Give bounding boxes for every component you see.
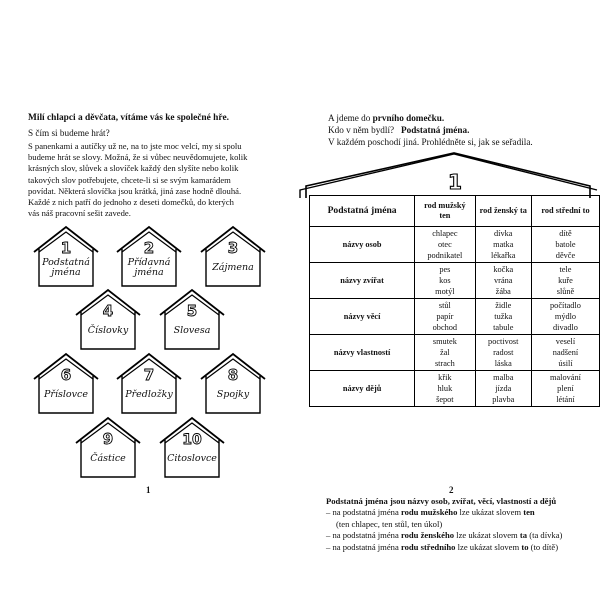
paragraph-line: povídat. Některá slovíčka jsou krátká, jiná zase hodně dlouhá.: [28, 185, 242, 196]
noun-word: jízda: [495, 384, 512, 393]
noun-word: tabule: [493, 323, 514, 332]
noun-word: matka: [493, 240, 514, 249]
house-number: 7: [143, 366, 155, 384]
noun-word: otec: [437, 240, 452, 249]
summary-text: lze ukázat slovem: [454, 530, 520, 541]
table-cell-n: [531, 227, 599, 263]
row-category: názvy věcí: [310, 299, 415, 335]
table-cell-f: [475, 299, 531, 335]
table-cell-f: [475, 335, 531, 371]
summary-bold: to: [521, 541, 529, 552]
paragraph-line: krásných slov, slůvek a slovíček každý den slyšíte nebo kolik: [28, 163, 239, 174]
noun-word: plení: [557, 384, 574, 393]
summary-text: (to dítě): [528, 541, 559, 552]
line2-bold: Podstatná jména.: [400, 125, 470, 135]
noun-word: chlapec: [432, 229, 458, 238]
noun-word: dítě: [559, 229, 572, 238]
house-label: Citoslovce: [167, 453, 217, 464]
summary-line: [326, 507, 586, 518]
summary-text: – na podstatná jména: [326, 541, 401, 552]
paragraph-line: S panenkami a autíčky už ne, na to jste moc velcí, my si spolu: [28, 141, 242, 151]
table-row: [310, 227, 600, 263]
table-row: [310, 371, 600, 407]
table-header-masc: rod mužský ten: [415, 196, 475, 227]
summary-line: [326, 530, 586, 541]
noun-word: malba: [493, 373, 514, 382]
house-number: 9: [102, 430, 114, 448]
house-number: 3: [227, 239, 239, 257]
table-header-fem: rod ženský ta: [475, 196, 531, 227]
noun-word: podnikatel: [427, 251, 463, 260]
row-category: názvy vlastností: [310, 335, 415, 371]
table-body: [310, 227, 600, 407]
noun-word: hluk: [437, 384, 453, 393]
noun-word: strach: [434, 359, 455, 368]
house-label: Přídavná jména: [127, 257, 171, 278]
summary-bold: ten: [523, 507, 535, 518]
house-label: Částice: [90, 453, 126, 464]
noun-word: šepot: [436, 395, 454, 404]
noun-word: kuře: [558, 276, 573, 285]
house-number: 6: [60, 366, 72, 384]
row-category: názvy dějů: [310, 371, 415, 407]
noun-word: slůně: [556, 287, 575, 296]
noun-word: kočka: [493, 265, 514, 274]
table-cell-n: [531, 371, 599, 407]
table-cell-n: [531, 263, 599, 299]
noun-word: radost: [493, 348, 514, 357]
table-cell-n: [531, 335, 599, 371]
right-line-3: V každém poschodí jiná. Prohlédněte si, jak se seřadila.: [328, 137, 533, 147]
summary-text: lze ukázat slovem: [455, 541, 522, 552]
intro-question: S čím si budeme hrát?: [28, 128, 110, 138]
summary-bold: rodu ženského: [400, 530, 455, 541]
big-house-number: 1: [448, 170, 462, 194]
table-cell-f: [475, 263, 531, 299]
noun-word: smutek: [432, 337, 457, 346]
table-cell-n: [531, 299, 599, 335]
page-number-right: 2: [449, 485, 454, 495]
noun-word: láska: [494, 359, 512, 368]
house-label: Slovesa: [173, 325, 211, 336]
line2-text: Kdo v něm bydlí?: [328, 125, 395, 135]
noun-word: pes: [439, 265, 451, 274]
house-number: 2: [143, 239, 155, 257]
house-label: Podstatná jména: [42, 257, 90, 278]
table-cell-f: [475, 227, 531, 263]
summary-text: lze ukázat slovem: [457, 507, 524, 518]
line1-bold: prvního domečku.: [372, 113, 445, 123]
table-cell-m: [415, 263, 475, 299]
noun-word: křik: [438, 373, 452, 382]
table-header-row: [310, 196, 600, 227]
summary-text: (ten chlapec, ten stůl, ten úkol): [336, 518, 443, 529]
house-label: Předložky: [125, 389, 173, 400]
house-number: 5: [186, 302, 198, 320]
paragraph-line: Každé z nich patří do jednoho z deseti domečků, do kterých: [28, 197, 234, 208]
paragraph-line: takových slov potřebujete, chcete-li si se svým kamarádem: [28, 174, 231, 185]
table-cell-m: [415, 299, 475, 335]
summary-bold: ta: [519, 530, 528, 541]
row-category: názvy osob: [310, 227, 415, 263]
summary-bold: rodu středního: [400, 541, 456, 552]
table-cell-m: [415, 335, 475, 371]
summary-head: Podstatná jména jsou názvy osob, zvířat, věcí, vlastností a dějů: [326, 496, 557, 506]
noun-word: tele: [559, 265, 572, 274]
noun-word: divadlo: [553, 323, 578, 332]
table-header-title: Podstatná jména: [310, 196, 415, 227]
paragraph-line: budeme hrát se slovy. Možná, že si vůbec neuvědomujete, kolik: [28, 152, 248, 163]
table-header-neut: rod střední to: [531, 196, 599, 227]
summary-line: [326, 519, 586, 530]
noun-word: nadšení: [552, 348, 579, 357]
noun-word: stůl: [438, 301, 451, 310]
noun-word: veselí: [555, 337, 576, 346]
noun-word: poctivost: [488, 337, 519, 346]
summary-block: [326, 496, 586, 553]
noun-word: malování: [550, 373, 581, 382]
house-label: Zájmena: [212, 262, 254, 273]
noun-word: tužka: [494, 312, 513, 321]
summary-text: (ta dívka): [527, 530, 563, 541]
noun-word: úsilí: [558, 359, 573, 368]
table-row: [310, 263, 600, 299]
noun-word: vrána: [494, 276, 513, 285]
noun-word: obchod: [432, 323, 458, 332]
nouns-table: [309, 195, 600, 407]
noun-word: počítadlo: [550, 301, 581, 310]
noun-word: plavba: [492, 395, 515, 404]
noun-word: žal: [440, 348, 450, 357]
noun-word: motýl: [435, 287, 455, 296]
summary-text: – na podstatná jména: [326, 507, 401, 518]
row-category: názvy zvířat: [310, 263, 415, 299]
noun-word: židle: [495, 301, 512, 310]
house-number: 8: [227, 366, 239, 384]
noun-word: mýdlo: [554, 312, 577, 321]
house-label: Spojky: [216, 389, 250, 400]
noun-word: děvče: [555, 251, 576, 260]
summary-text: – na podstatná jména: [326, 530, 401, 541]
noun-word: batole: [555, 240, 576, 249]
table-cell-m: [415, 227, 475, 263]
house-number: 4: [102, 302, 114, 320]
noun-word: papír: [436, 312, 454, 321]
house-number: 1: [60, 239, 72, 257]
line1-text: A jdeme do: [328, 113, 373, 123]
page-number-left: 1: [146, 485, 151, 495]
noun-word: lékařka: [491, 251, 516, 260]
table-cell-m: [415, 371, 475, 407]
house-label: Číslovky: [87, 325, 129, 336]
table-row: [310, 299, 600, 335]
house-number: 10: [182, 432, 202, 448]
summary-bold: rodu mužského: [400, 507, 458, 518]
noun-word: dívka: [494, 229, 513, 238]
house-label: Příslovce: [44, 389, 88, 400]
paragraph-line: vás náš pracovní sešit zavede.: [28, 208, 131, 219]
summary-line: [326, 542, 586, 553]
noun-word: létání: [556, 395, 575, 404]
noun-word: žába: [495, 287, 511, 296]
table-cell-f: [475, 371, 531, 407]
table-row: [310, 335, 600, 371]
noun-word: kos: [439, 276, 451, 285]
intro-title: Milí chlapci a děvčata, vítáme vás ke společné hře.: [28, 113, 230, 123]
